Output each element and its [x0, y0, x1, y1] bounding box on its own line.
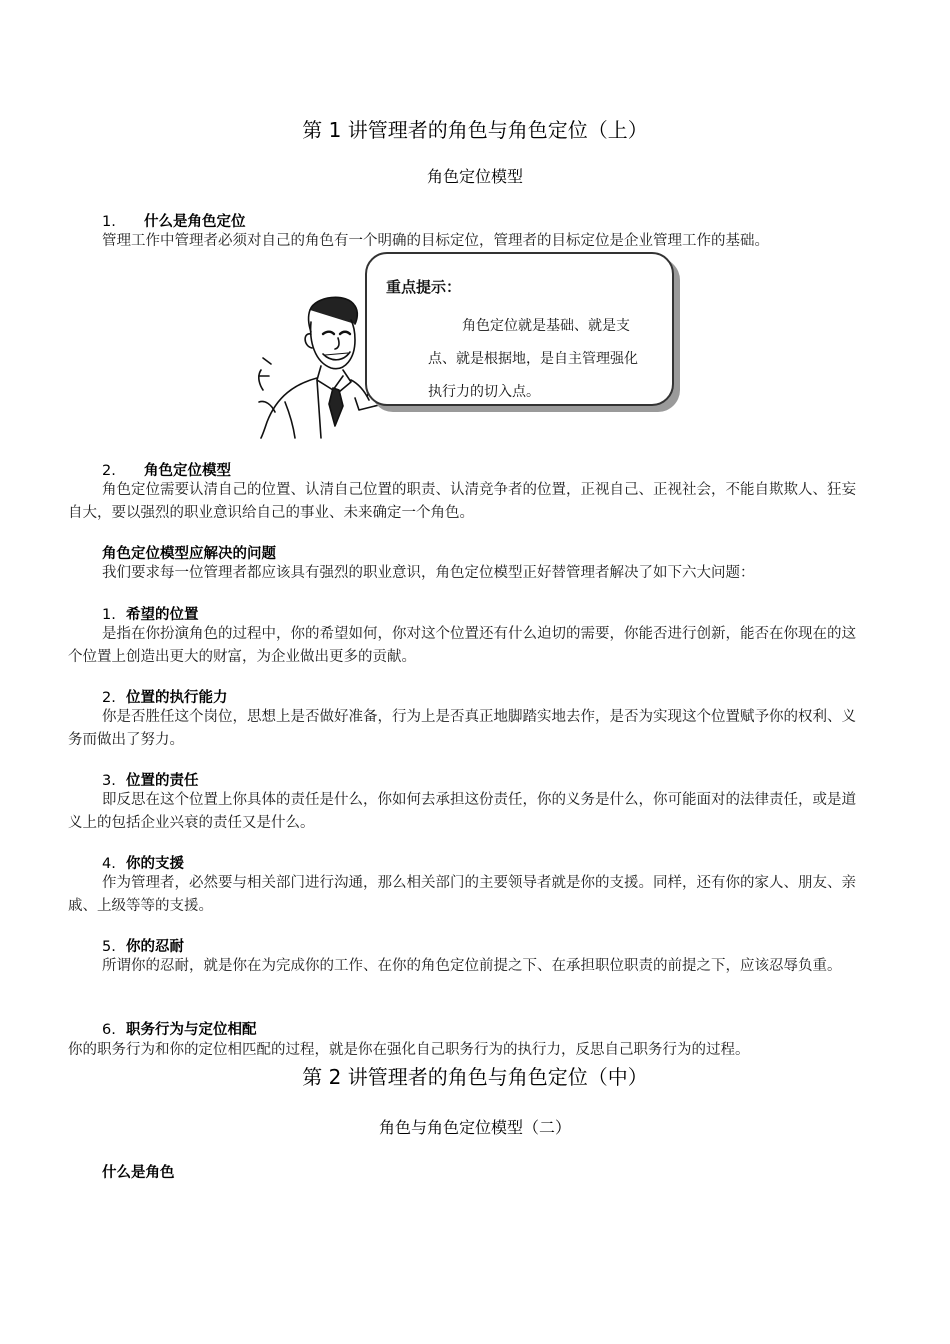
problem-2-number: 2.	[102, 690, 116, 706]
problems-intro: 我们要求每一位管理者都应该具有强烈的职业意识，角色定位模型正好替管理者解决了如下六大问题：	[102, 565, 755, 581]
problem-3-number: 3.	[102, 773, 116, 789]
lecture-2-first-heading: 什么是角色	[102, 1165, 175, 1181]
problem-5-title: 你的忍耐	[126, 939, 184, 955]
problem-2-heading	[102, 686, 228, 707]
problem-4-text: 作为管理者，必然要与相关部门进行沟通，那么相关部门的主要领导者就是你的支援。同样，还有你的家人、朋友、亲戚、上级等等的支援。	[68, 875, 856, 914]
section-1-text: 管理工作中管理者必须对自己的角色有一个明确的目标定位，管理者的目标定位是企业管理工作的基础。	[102, 233, 769, 249]
section-1-heading	[102, 210, 246, 231]
problem-3-text: 即反思在这个位置上你具体的责任是什么，你如何去承担这份责任，你的义务是什么，你可能面对的法律责任，或是道义上的包括企业兴衰的责任又是什么。	[68, 792, 856, 831]
problem-1-number: 1.	[102, 607, 116, 623]
problem-3-heading	[102, 769, 199, 790]
lecture-1-title: 第 1 讲管理者的角色与角色定位（上）	[302, 118, 648, 142]
section-2-heading	[102, 459, 231, 480]
problem-6-number: 6.	[102, 1022, 116, 1038]
problem-5-heading	[102, 935, 184, 956]
section-2-title: 角色定位模型	[144, 463, 231, 479]
lecture-2-title: 第 2 讲管理者的角色与角色定位（中）	[302, 1065, 648, 1089]
problem-1-text: 是指在你扮演角色的过程中，你的希望如何，你对这个位置还有什么迫切的需要，你能否进行创新，能否在你现在的这个位置上创造出更大的财富，为企业做出更多的贡献。	[68, 626, 856, 665]
problem-5-number: 5.	[102, 939, 116, 955]
problem-3-title: 位置的责任	[126, 773, 199, 789]
problems-heading: 角色定位模型应解决的问题	[102, 546, 276, 562]
problem-5-text: 所谓你的忍耐，就是你在为完成你的工作、在你的角色定位前提之下、在承担职位职责的前提之下，应该忍辱负重。	[102, 958, 842, 974]
problem-1-title: 希望的位置	[126, 607, 199, 623]
section-1-number: 1.	[102, 214, 116, 230]
problem-4-heading	[102, 852, 184, 873]
lecture-1-subtitle: 角色定位模型	[426, 167, 523, 186]
section-1-title: 什么是角色定位	[144, 214, 246, 230]
problem-1-heading	[102, 603, 199, 624]
problem-4-title: 你的支援	[126, 856, 184, 872]
problem-6-text: 你的职务行为和你的定位相匹配的过程，就是你在强化自己职务行为的执行力，反思自己职务行为的过程。	[68, 1042, 750, 1058]
problem-6-heading	[102, 1018, 257, 1039]
problem-2-title: 位置的执行能力	[126, 690, 228, 706]
section-2-text: 角色定位需要认清自己的位置、认清自己位置的职责、认清竞争者的位置，正视自己、正视社会，不能自欺欺人、狂妄自大，要以强烈的职业意识给自己的事业、未来确定一个角色。	[68, 482, 856, 521]
problem-2-text: 你是否胜任这个岗位，思想上是否做好准备，行为上是否真正地脚踏实地去作，是否为实现这个位置赋予你的权利、义务而做出了努力。	[68, 709, 856, 748]
problem-4-number: 4.	[102, 856, 116, 872]
key-tip-body: 角色定位就是基础、就是支点、就是根据地，是自主管理强化执行力的切入点。	[428, 318, 638, 400]
section-2-number: 2.	[102, 463, 116, 479]
key-tip-title: 重点提示：	[386, 278, 462, 296]
lecture-2-subtitle: 角色与角色定位模型（二）	[378, 1118, 571, 1137]
problem-6-title: 职务行为与定位相配	[126, 1022, 257, 1038]
